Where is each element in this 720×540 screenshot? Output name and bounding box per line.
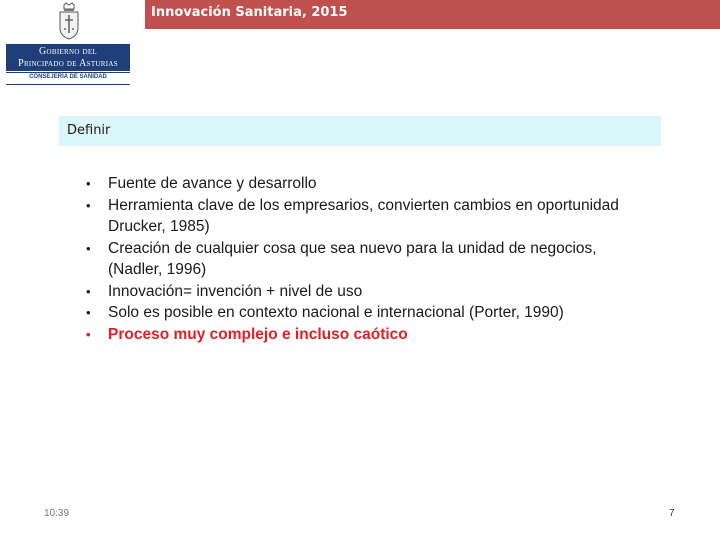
footer-time: 10:39 <box>44 508 70 519</box>
government-logo <box>6 44 130 71</box>
bullet-item-highlight: • Proceso muy complejo e incluso caótico <box>86 324 646 346</box>
logo-divider-bottom <box>6 84 130 85</box>
bullet-item: • Herramienta clave de los empresarios, convierten cambios en oportunidad Drucker, 1985) <box>86 195 646 238</box>
section-title: Definir <box>67 123 111 138</box>
bullet-item: • Solo es posible en contexto nacional e internacional (Porter, 1990) <box>86 302 646 324</box>
logo-subline: CONSEJERÍA DE SANIDAD <box>29 74 107 80</box>
bullet-item: • Creación de cualquier cosa que sea nuevo para la unidad de negocios, (Nadler, 1996) <box>86 238 646 281</box>
logo-line-1: Gobierno del <box>38 46 98 57</box>
section-header <box>59 116 661 146</box>
page-number: 7 <box>669 508 675 519</box>
bullet-item: • Fuente de avance y desarrollo <box>86 173 646 195</box>
coat-of-arms-icon <box>56 2 82 40</box>
bullet-list <box>86 173 646 345</box>
header-bar <box>145 0 720 29</box>
logo-line-2: Principado de Asturias <box>18 58 118 69</box>
bullet-item: • Innovación= invención + nivel de uso <box>86 281 646 303</box>
header-title: Innovación Sanitaria, 2015 <box>151 5 348 20</box>
logo-divider <box>6 72 130 73</box>
